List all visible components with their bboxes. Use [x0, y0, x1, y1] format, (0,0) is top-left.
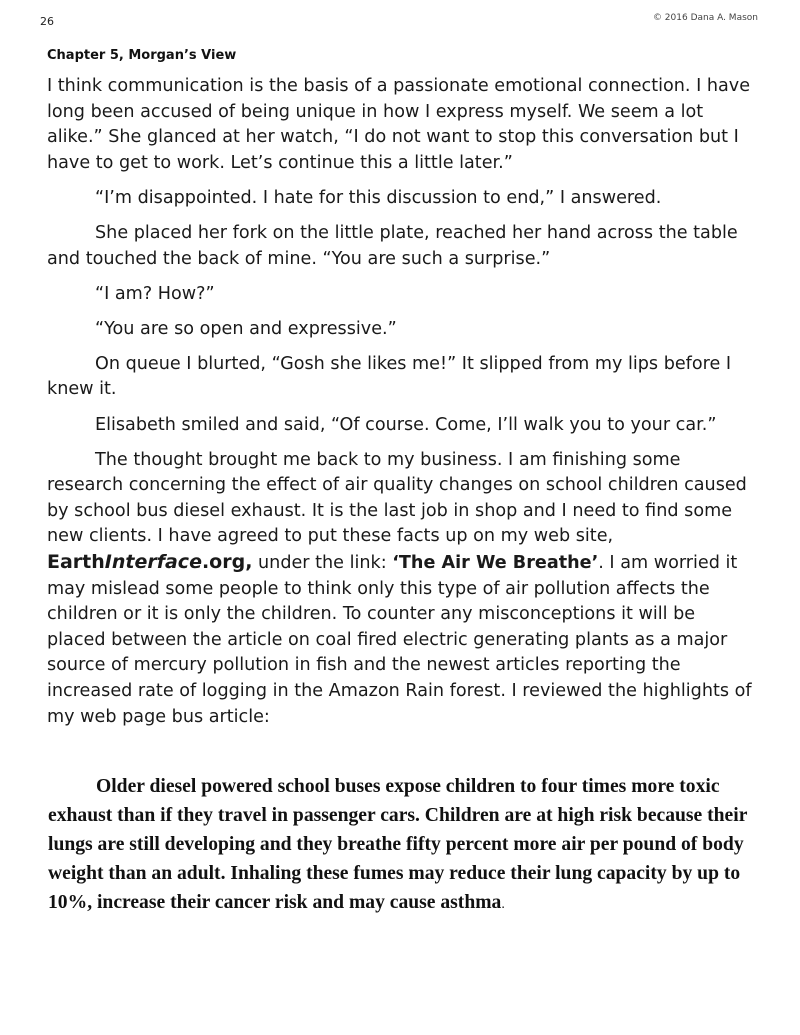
body-text	[47, 74, 759, 740]
quote-tail: .	[501, 897, 505, 912]
website-name	[47, 551, 252, 573]
copyright-notice: © 2016 Dana A. Mason	[652, 13, 758, 23]
paragraph: She placed her fork on the little plate, reached her hand across the table and touched the back of mine. “You are such a surprise.”	[47, 222, 738, 269]
page-number: 26	[40, 15, 54, 28]
website-name-part: .org,	[201, 551, 253, 573]
research-text-start: The thought brought me back to my business. I am finishing some research concerning the effect of air quality changes on school children caused by school bus diesel exhaust. It is the last job in shop and I need to find some new clients. I have agreed to put these facts up on my web site,	[47, 449, 747, 547]
research-paragraph	[47, 448, 759, 731]
paragraph: Elisabeth smiled and said, “Of course. Come, I’ll walk you to your car.”	[95, 414, 717, 435]
research-text-link-intro: under the link:	[252, 553, 393, 573]
research-text-end: . I am worried it may mislead some people to think only this type of air pollution affects the children or it is only the children. To counter any misconceptions it will be placed between the article on coal fired electric generating plants as a major source of mercury pollution in fish and the newest articles reporting the increased rate of logging in the Amazon Rain forest. I reviewed the highlights of my web page bus article:	[47, 553, 752, 727]
paragraph: I think communication is the basis of a passionate emotional connection. I have long been accused of being unique in how I express myself. We seem a lot alike.” She glanced at her watch, “I do not want to stop this conversation but I have to get to work. Let’s continue this a little later.”	[47, 76, 751, 173]
website-name-part: Interface	[104, 551, 202, 573]
paragraph: “You are so open and expressive.”	[95, 318, 397, 339]
website-name-part: Earth	[47, 551, 105, 573]
quote-text: Older diesel powered school buses expose children to four times more toxic exhaust than if they travel in passenger cars. Children are at high risk because their lungs are still developing and they breathe fifty percent more air per pound of body weight than an adult. Inhaling these fumes may reduce their lung capacity by up to 10%, increase their cancer risk and may cause asthma	[48, 776, 748, 913]
article-link-name: ‘The Air We Breathe’	[392, 553, 599, 573]
chapter-title: Chapter 5, Morgan’s View	[47, 48, 237, 63]
paragraph: On queue I blurted, “Gosh she likes me!” It slipped from my lips before I knew it.	[47, 353, 732, 400]
article-highlight-quote	[48, 772, 760, 919]
paragraph: “I’m disappointed. I hate for this discussion to end,” I answered.	[95, 187, 662, 208]
paragraph: “I am? How?”	[95, 283, 215, 304]
